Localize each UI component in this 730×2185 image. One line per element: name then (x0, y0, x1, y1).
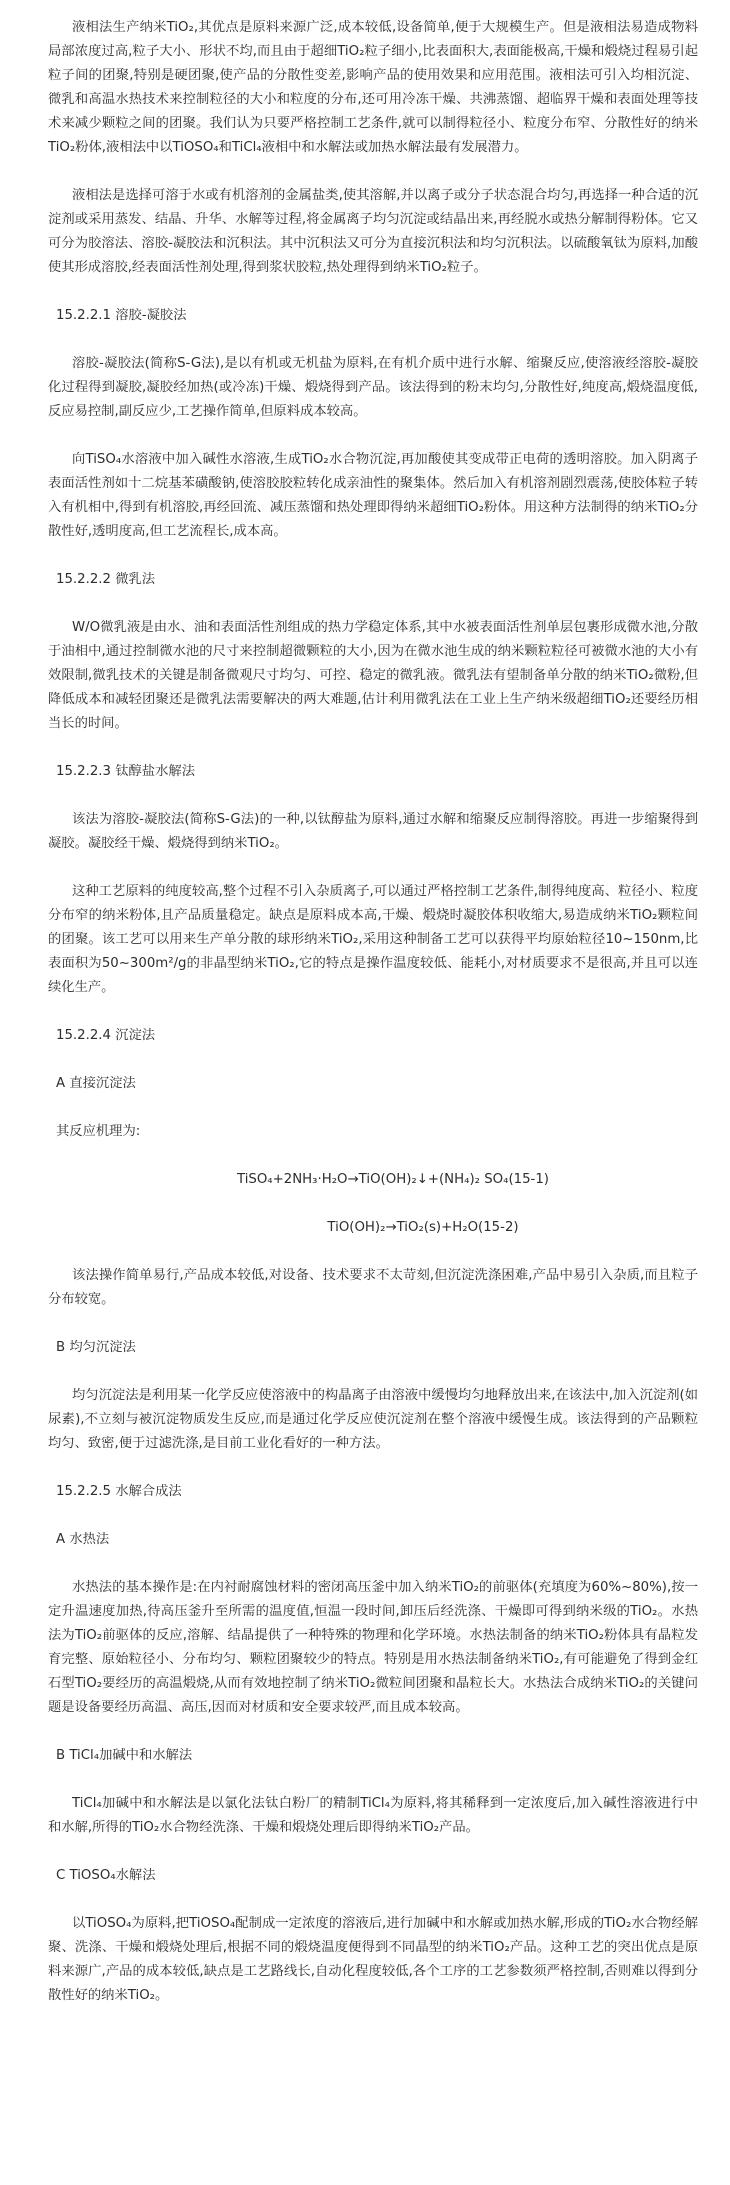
equation-15-2: TiO(OH)₂→TiO₂(s)+H₂O(15-2) (327, 1220, 519, 1235)
paragraph-sol-gel-process: 向TiSO₄水溶液中加入碱性水溶液,生成TiO₂水合物沉淀,再加酸使其变成带正电荷的透明溶胶。加入阴离子表面活性剂如十二烷基苯磺酸钠,使溶胶胶粒转化成亲油性的聚集体。然后加入有机溶剂剧烈震荡,使胶体粒子转入有机相中,得到有机溶胶,再经回流、减压蒸馏和热处理即得纳米超细TiO₂粉体。用这种方法制得的纳米TiO₂分散性好,透明度高,但工艺流程长,成本高。 (48, 452, 698, 539)
section-heading-microemulsion: 15.2.2.2 微乳法 (56, 572, 156, 587)
paragraph-liquid-phase-intro: 液相法生产纳米TiO₂,其优点是原料来源广泛,成本较低,设备简单,便于大规模生产。但是液相法易造成物料局部浓度过高,粒子大小、形状不均,而且由于超细TiO₂粒子细小,比表面积大,表面能极高,干燥和煅烧过程易引起粒子间的团聚,特别是硬团聚,使产品的分散性变差,影响产品的使用效果和应用范围。液相法可引入均相沉淀、微乳和高温水热技术来控制粒径的大小和粒度的分布,还可用冷冻干燥、共沸蒸馏、超临界干燥和表面处理等技术来减少颗粒之间的团聚。我们认为只要严格控制工艺条件,就可以制得粒径小、粒度分布窄、分散性好的纳米TiO₂粉体,液相法中以TiOSO₄和TiCl₄液相中和水解法或加热水解法最有发展潜力。 (48, 20, 698, 155)
equation-15-1: TiSO₄+2NH₃·H₂O→TiO(OH)₂↓+(NH₄)₂ SO₄(15-1) (236, 1172, 549, 1187)
paragraph-hydrothermal: 水热法的基本操作是:在内衬耐腐蚀材料的密闭高压釜中加入纳米TiO₂的前驱体(充填度为60%~80%),按一定升温速度加热,待高压釜升至所需的温度值,恒温一段时间,卸压后经洗涤、干燥即可得到纳米级的TiO₂。水热法为TiO₂前驱体的反应,溶解、结晶提供了一种特殊的物理和化学环境。水热法制备的纳米TiO₂粉体具有晶粒发育完整、原始粒径小、分布均匀、颗粒团聚较少的特点。特别是用水热法制备纳米TiO₂,有可能避免了得到金红石型TiO₂要经历的高温煅烧,从而有效地控制了纳米TiO₂微粒间团聚和晶粒长大。水热法合成纳米TiO₂的关键问题是设备要经历高温、高压,因而对材质和安全要求较严,而且成本较高。 (48, 1580, 698, 1715)
subsection-heading-ticl4-neutralization: B TiCl₄加碱中和水解法 (56, 1748, 193, 1763)
paragraph-tioso4-hydrolysis: 以TiOSO₄为原料,把TiOSO₄配制成一定浓度的溶液后,进行加碱中和水解或加热水解,形成的TiO₂水合物经解聚、洗涤、干燥和煅烧处理后,根据不同的煅烧温度便得到不同晶型的纳米TiO₂产品。这种工艺的突出优点是原料来源广,产品的成本较低,缺点是工艺路线长,自动化程度较低,各个工序的工艺参数须严格控制,否则难以得到分散性好的纳米TiO₂。 (48, 1916, 698, 2003)
section-heading-precipitation: 15.2.2.4 沉淀法 (56, 1028, 156, 1043)
paragraph-homogeneous-precipitation: 均匀沉淀法是利用某一化学反应使溶液中的构晶离子由溶液中缓慢均匀地释放出来,在该法中,加入沉淀剂(如尿素),不立刻与被沉淀物质发生反应,而是通过化学反应使沉淀剂在整个溶液中缓慢生成。该法得到的产品颗粒均匀、致密,便于过滤洗涤,是目前工业化看好的一种方法。 (48, 1388, 698, 1451)
subsection-heading-homogeneous-precipitation: B 均匀沉淀法 (56, 1340, 136, 1355)
paragraph-liquid-phase-method: 液相法是选择可溶于水或有机溶剂的金属盐类,使其溶解,并以离子或分子状态混合均匀,再选择一种合适的沉淀剂或采用蒸发、结晶、升华、水解等过程,将金属离子均匀沉淀或结晶出来,再经脱水或热分解制得粉体。它又可分为胶溶法、溶胶-凝胶法和沉积法。其中沉积法又可分为直接沉积法和均匀沉积法。以硫酸氧钛为原料,加酸使其形成溶胶,经表面活性剂处理,得到浆状胶粒,热处理得到纳米TiO₂粒子。 (48, 188, 698, 275)
paragraph-ticl4-neutralization: TiCl₄加碱中和水解法是以氯化法钛白粉厂的精制TiCl₄为原料,将其稀释到一定浓度后,加入碱性溶液进行中和水解,所得的TiO₂水合物经洗涤、干燥和煅烧处理后即得纳米TiO₂产品。 (48, 1796, 698, 1835)
section-heading-alkoxide-hydrolysis: 15.2.2.3 钛醇盐水解法 (56, 764, 195, 779)
subsection-heading-hydrothermal: A 水热法 (56, 1532, 110, 1547)
paragraph-alkoxide-features: 这种工艺原料的纯度较高,整个过程不引入杂质离子,可以通过严格控制工艺条件,制得纯度高、粒径小、粒度分布窄的纳米粉体,且产品质量稳定。缺点是原料成本高,干燥、煅烧时凝胶体积收缩大,易造成纳米TiO₂颗粒间的团聚。该工艺可以用来生产单分散的球形纳米TiO₂,采用这种制备工艺可以获得平均原始粒径10~150nm,比表面积为50~300m²/g的非晶型纳米TiO₂,它的特点是操作温度较低、能耗小,对材质要求不是很高,并且可以连续化生产。 (48, 884, 698, 995)
paragraph-direct-precipitation: 该法操作简单易行,产品成本较低,对设备、技术要求不太苛刻,但沉淀洗涤困难,产品中易引入杂质,而且粒子分布较宽。 (48, 1268, 698, 1307)
reaction-mechanism-label: 其反应机理为: (56, 1124, 141, 1139)
section-heading-hydrolysis-synthesis: 15.2.2.5 水解合成法 (56, 1484, 182, 1499)
paragraph-alkoxide-definition: 该法为溶胶-凝胶法(简称S-G法)的一种,以钛醇盐为原料,通过水解和缩聚反应制得溶胶。再进一步缩聚得到凝胶。凝胶经干燥、煅烧得到纳米TiO₂。 (48, 812, 698, 851)
paragraph-sol-gel-definition: 溶胶-凝胶法(简称S-G法),是以有机或无机盐为原料,在有机介质中进行水解、缩聚反应,使溶液经溶胶-凝胶化过程得到凝胶,凝胶经加热(或冷冻)干燥、煅烧得到产品。该法得到的粉末均匀,分散性好,纯度高,煅烧温度低,反应易控制,副反应少,工艺操作简单,但原料成本较高。 (48, 356, 698, 419)
paragraph-microemulsion: W/O微乳液是由水、油和表面活性剂组成的热力学稳定体系,其中水被表面活性剂单层包裹形成微水池,分散于油相中,通过控制微水池的尺寸来控制超微颗粒的大小,因为在微水池生成的纳米颗粒粒径可被微水池的大小有效限制,微乳技术的关键是制备微观尺寸均匀、可控、稳定的微乳液。微乳法有望制备单分散的纳米TiO₂微粉,但降低成本和减轻团聚还是微乳法需要解决的两大难题,估计利用微乳法在工业上生产纳米级超细TiO₂还要经历相当长的时间。 (48, 620, 698, 731)
section-heading-sol-gel: 15.2.2.1 溶胶-凝胶法 (56, 308, 187, 323)
subsection-heading-direct-precipitation: A 直接沉淀法 (56, 1076, 136, 1091)
subsection-heading-tioso4-hydrolysis: C TiOSO₄水解法 (56, 1868, 156, 1883)
